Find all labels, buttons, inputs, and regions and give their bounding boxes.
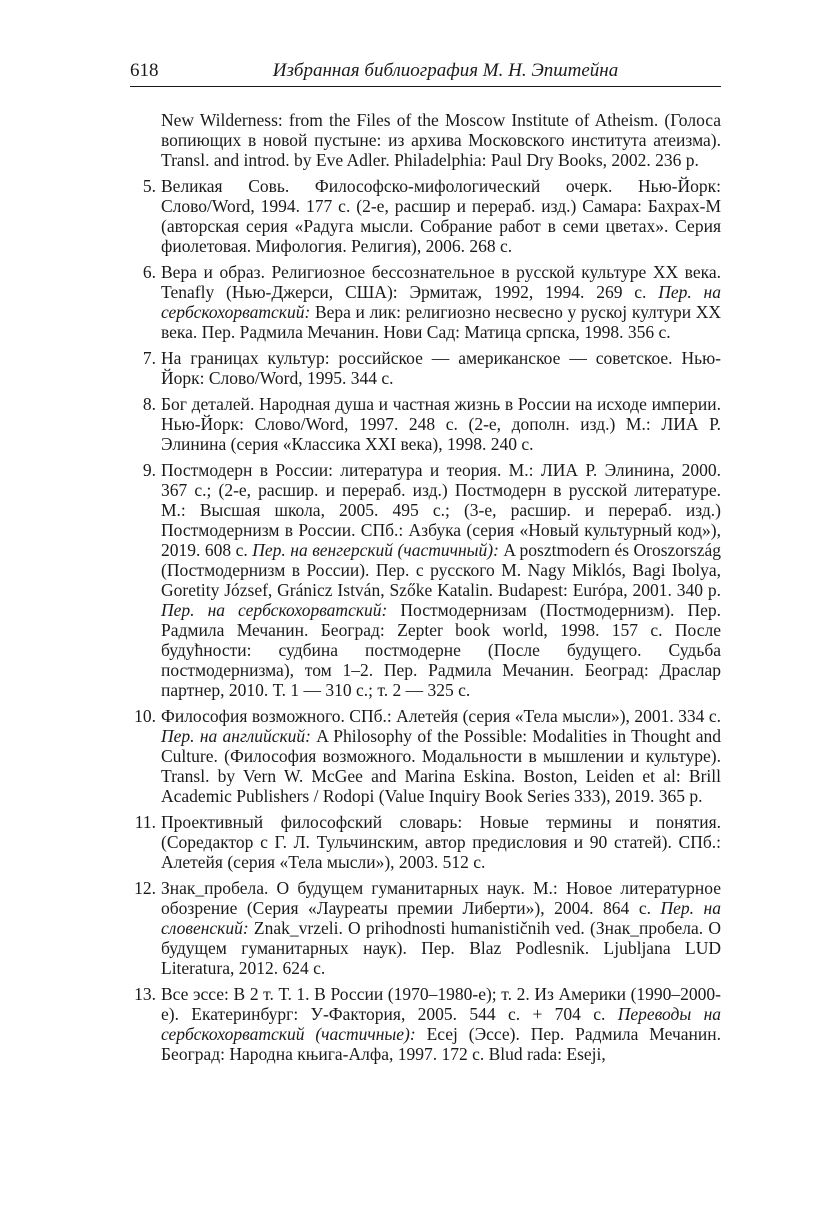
entry-number <box>130 460 161 700</box>
entry-number <box>130 878 161 978</box>
translation-note: Пер. на венгерский (частичный): <box>252 540 499 560</box>
entry-text-segment: Знак_пробела. О будущем гуманитарных наук. М.: Новое литературное обозрение (Серия «Лауреаты премии Либерти»), 2004. 864 с. <box>161 878 721 918</box>
entry-number-label: 5. <box>142 176 156 196</box>
entry-number <box>130 706 161 806</box>
entry-text <box>161 394 721 454</box>
entry-number-label: 11. <box>134 812 156 832</box>
translation-note: Переводы на сербскохорватский (частичные): <box>161 1004 721 1044</box>
entry-text-segment: Великая Совь. Философско-мифологический очерк. Нью-Йорк: Слово/Word, 1994. 177 с. (2-е, расшир и перераб. изд.) Самара: Бахрах-М (авторская серия «Радуга мысли. Собрание работ в семи цветах». Серия фиолетовая. Мифология. Религия), 2006. 268 с. <box>161 176 721 256</box>
entry-text-segment: Znak_vrzeli. O prihodnosti humanističnih ved. (Знак_пробела. О будущем гуманитарных наук). Пер. Blaz Podlesnik. Ljubljana LUD Literatura, 2012. 624 с. <box>161 918 721 978</box>
entry-number <box>130 262 161 342</box>
entry-text-segment: Все эссе: В 2 т. Т. 1. В России (1970–1980-е); т. 2. Из Америки (1990–2000-е). Екатеринбург: У-Фактория, 2005. 544 с. + 704 с. <box>161 984 721 1024</box>
entry-number-label: 12. <box>134 878 156 898</box>
bibliography-entry <box>130 984 721 1064</box>
entry-text <box>161 460 721 700</box>
entry-number-label: 8. <box>142 394 156 414</box>
entry-text-segment: Постмодерн в России: литература и теория. М.: ЛИА Р. Элинина, 2000. 367 с.; (2-е, расшир. и перераб. изд.) Постмодерн в русской литературе. М.: Высшая школа, 2005. 495 с.; (3-е, расшир. и перераб. изд.) Постмодернизм в России. СПб.: Азбука (серия «Новый культурный код»), 2019. 608 с. <box>161 460 721 560</box>
entry-text <box>161 262 721 342</box>
entry-text-segment: Постмодернизам (Постмодернизм). Пер. Радмила Мечанин. Београд: Zepter book world, 1998. 157 с. После будућности: судбина постмодерне (После будущего. Судьба постмодернизма), том 1–2. Пер. Радмила Мечанин. Београд: Драслар партнер, 2010. Т. 1 — 310 с.; т. 2 — 325 с. <box>161 600 721 700</box>
translation-note: Пер. на сербскохорватский: <box>161 282 721 322</box>
running-title: Избранная библиография М. Н. Эпштейна <box>272 60 619 81</box>
entry-text-segment: Проективный философский словарь: Новые термины и понятия. (Соредактор с Г. Л. Тульчинским, автор предисловия и 90 статей). СПб.: Алетейя (серия «Тела мысли»), 2003. 512 с. <box>161 812 721 872</box>
entry-text-segment: На границах культур: российское — американское — советское. Нью-Йорк: Слово/Word, 1995. 344 с. <box>161 348 721 388</box>
entry-number <box>130 394 161 454</box>
bibliography-entry <box>130 460 721 700</box>
translation-note: Пер. на словенский: <box>161 898 721 938</box>
bibliography-entry <box>130 394 721 454</box>
entry-text <box>161 984 721 1064</box>
entry-text <box>161 176 721 256</box>
entry-text-segment: A Philosophy of the Possible: Modalities in Thought and Culture. (Философия возможного. Модальности в мышлении и культуре). Transl. by Vern W. McGee and Marina Eskina. Boston, Leiden et al: Brill Academic Publishers / Rodopi (Value Inquiry Book Series 333), 2019. 365 p. <box>161 726 721 806</box>
entry-text <box>161 706 721 806</box>
entry-text-segment: Есеј (Эссе). Пер. Радмила Мечанин. Београд: Народна књига-Алфа, 1997. 172 с. Blud rada: Eseji, <box>161 1024 721 1064</box>
page-header <box>130 58 721 87</box>
page-number: 618 <box>130 60 159 81</box>
entry-number <box>130 176 161 256</box>
translation-note: Пер. на сербскохорватский: <box>161 600 388 620</box>
entries-container <box>130 176 721 1064</box>
entry-number <box>130 984 161 1064</box>
entry-number <box>130 348 161 388</box>
entry-number-label: 9. <box>142 460 156 480</box>
bibliography-entry <box>130 262 721 342</box>
bibliography-list <box>130 110 721 1070</box>
bibliography-entry <box>130 176 721 256</box>
entry-number-label: 6. <box>142 262 156 282</box>
bibliography-entry <box>130 706 721 806</box>
translation-note: Пер. на английский: <box>161 726 311 746</box>
entry-number-label: 7. <box>142 348 156 368</box>
entry-number-label: 10. <box>134 706 156 726</box>
bibliography-entry <box>130 348 721 388</box>
entry-text <box>161 878 721 978</box>
entry-text <box>161 348 721 388</box>
entry-text-segment: A posztmodern és Oroszország (Постмодернизм в России). Пер. с русского M. Nagy Miklós, Bagi Ibolya, Goretity József, Gránicz István, Szőke Katalin. Budapest: Európa, 2001. 340 p. <box>161 540 721 600</box>
continuation-text: New Wilderness: from the Files of the Moscow Institute of Atheism. (Голоса вопиющих в новой пустыне: из архива Московского института атеизма). Transl. and introd. by Eve Adler. Philadelphia: Paul Dry Books, 2002. 236 p. <box>161 110 721 170</box>
entry-number <box>130 812 161 872</box>
entry-text-segment: Вера и образ. Религиозное бессознательное в русской культуре XX века. Tenafly (Нью-Джерси, США): Эрмитаж, 1992, 1994. 269 с. <box>161 262 721 302</box>
entry-text-segment: Вера и лик: религиозно несвесно у руској култури XX века. Пер. Радмила Мечанин. Нови Сад: Матица српска, 1998. 356 с. <box>161 302 721 342</box>
entry-text-segment: Философия возможного. СПб.: Алетейя (серия «Тела мысли»), 2001. 334 с. <box>161 706 721 726</box>
bibliography-entry <box>130 878 721 978</box>
entry-text <box>161 812 721 872</box>
entry-number-label: 13. <box>134 984 156 1004</box>
entry-text-segment: Бог деталей. Народная душа и частная жизнь в России на исходе империи. Нью-Йорк: Слово/Word, 1997. 248 с. (2-е, дополн. изд.) М.: ЛИА Р. Элинина (серия «Классика XXI века), 1998. 240 с. <box>161 394 721 454</box>
bibliography-entry <box>130 812 721 872</box>
